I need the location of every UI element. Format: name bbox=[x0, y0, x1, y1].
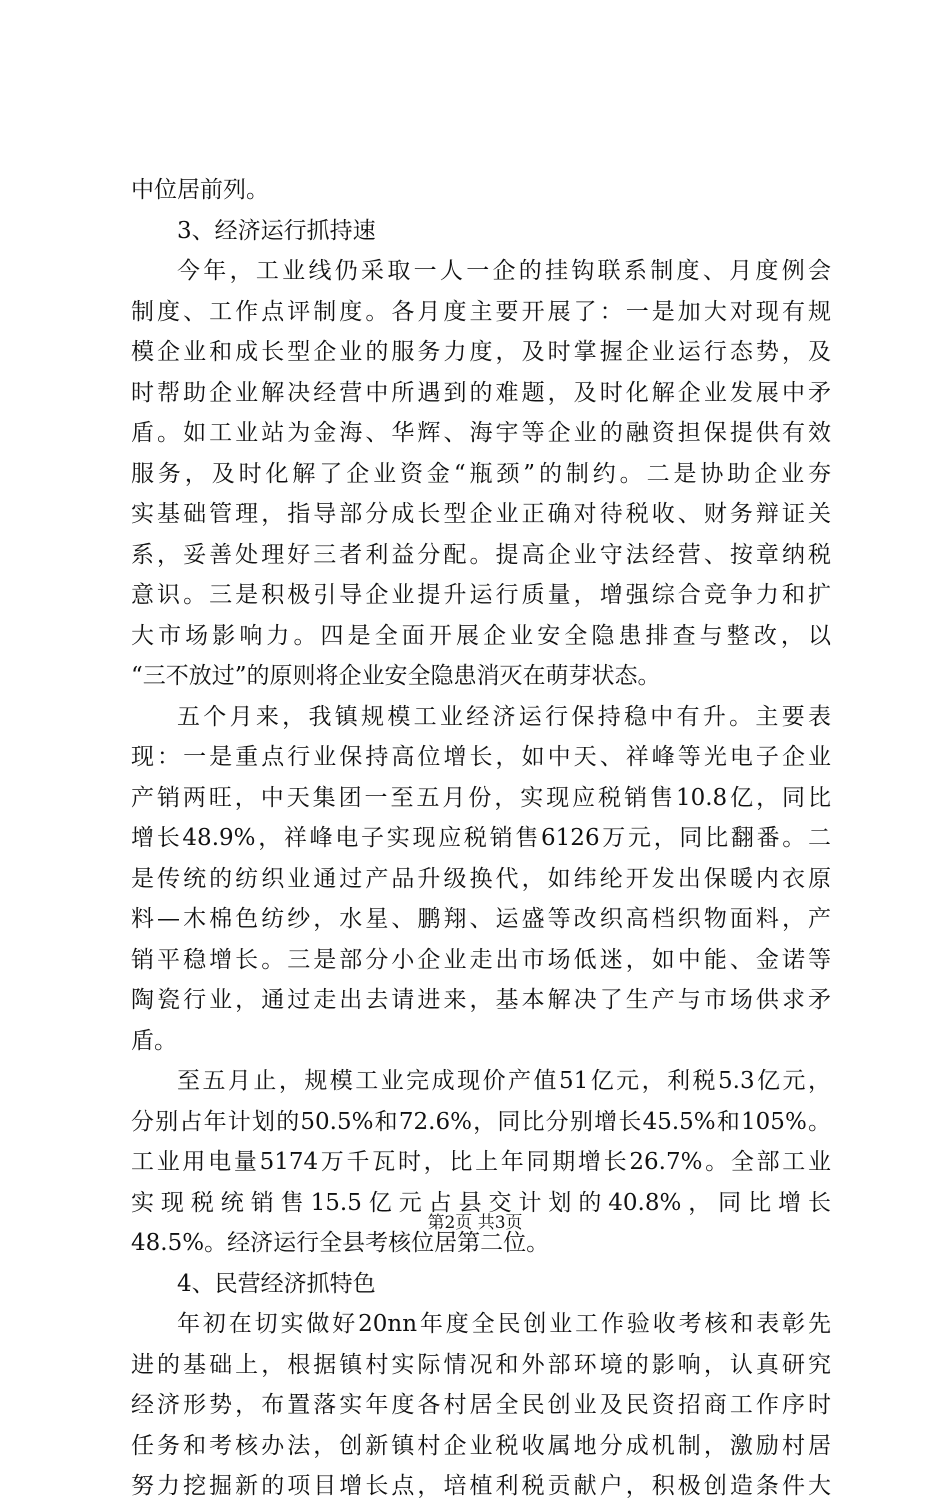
page-number-footer: 第2页 共3页 bbox=[427, 1213, 523, 1233]
text-line: 料—木棉色纺纱，水星、鹏翔、运盛等改织高档织物面料，产 bbox=[131, 906, 831, 932]
section-heading: 4、民营经济抓特色 bbox=[177, 1270, 376, 1297]
text-line: 48.5%。经济运行全县考核位居第二位。 bbox=[131, 1230, 550, 1256]
text-line: 意识。三是积极引导企业提升运行质量，增强综合竞争力和扩 bbox=[131, 582, 831, 608]
text-line: 努力挖掘新的项目增长点，培植利税贡献户，积极创造条件大 bbox=[131, 1473, 831, 1499]
text-line: 中位居前列。 bbox=[131, 177, 269, 203]
text-line: 实基础管理，指导部分成长型企业正确对待税收、财务辩证关 bbox=[131, 501, 831, 527]
text-line: 盾。 bbox=[131, 1027, 177, 1054]
text-line: 是传统的纺织业通过产品升级换代，如纬纶开发出保暖内衣原 bbox=[131, 865, 831, 892]
text-line: 至五月止，规模工业完成现价产值51亿元，利税5.3亿元， bbox=[177, 1068, 831, 1094]
text-line: 模企业和成长型企业的服务力度，及时掌握企业运行态势，及 bbox=[131, 339, 831, 365]
text-line: 现：一是重点行业保持高位增长，如中天、祥峰等光电子企业 bbox=[131, 744, 831, 770]
text-line: 陶瓷行业，通过走出去请进来，基本解决了生产与市场供求矛 bbox=[131, 987, 831, 1013]
document-body bbox=[131, 170, 831, 1507]
text-line: 任务和考核办法，创新镇村企业税收属地分成机制，激励村居 bbox=[131, 1432, 831, 1459]
text-line: 制度、工作点评制度。各月度主要开展了：一是加大对现有规 bbox=[131, 298, 831, 325]
text-line: “三不放过”的原则将企业安全隐患消灭在萌芽状态。 bbox=[131, 663, 661, 689]
text-line: 经济形势，布置落实年度各村居全民创业及民资招商工作序时 bbox=[131, 1392, 831, 1418]
text-line: 增长48.9%，祥峰电子实现应税销售6126万元，同比翻番。二 bbox=[131, 825, 831, 851]
text-line: 时帮助企业解决经营中所遇到的难题，及时化解企业发展中矛 bbox=[131, 379, 831, 406]
text-line: 销平稳增长。三是部分小企业走出市场低迷，如中能、金诺等 bbox=[131, 946, 831, 973]
text-line: 工业用电量5174万千瓦时，比上年同期增长26.7%。全部工业 bbox=[131, 1149, 831, 1175]
text-line: 进的基础上，根据镇村实际情况和外部环境的影响，认真研究 bbox=[131, 1351, 831, 1378]
text-line: 今年，工业线仍采取一人一企的挂钩联系制度、月度例会 bbox=[177, 258, 831, 284]
text-line: 五个月来，我镇规模工业经济运行保持稳中有升。主要表 bbox=[177, 703, 831, 730]
text-line: 产销两旺，中天集团一至五月份，实现应税销售10.8亿，同比 bbox=[131, 784, 831, 811]
text-line: 盾。如工业站为金海、华辉、海宇等企业的融资担保提供有效 bbox=[131, 420, 831, 446]
text-line: 实现税统销售15.5亿元占县交计划的40.8%，同比增长 bbox=[131, 1189, 831, 1216]
section-heading: 3、经济运行抓持速 bbox=[177, 217, 376, 244]
text-line: 分别占年计划的50.5%和72.6%，同比分别增长45.5%和105%。 bbox=[131, 1108, 831, 1135]
text-line: 年初在切实做好20nn年度全民创业工作验收考核和表彰先 bbox=[177, 1311, 831, 1337]
text-line: 大市场影响力。四是全面开展企业安全隐患排查与整改，以 bbox=[131, 622, 831, 649]
text-line: 系，妥善处理好三者利益分配。提高企业守法经营、按章纳税 bbox=[131, 541, 831, 568]
text-line: 服务，及时化解了企业资金“瓶颈”的制约。二是协助企业夯 bbox=[131, 460, 831, 487]
